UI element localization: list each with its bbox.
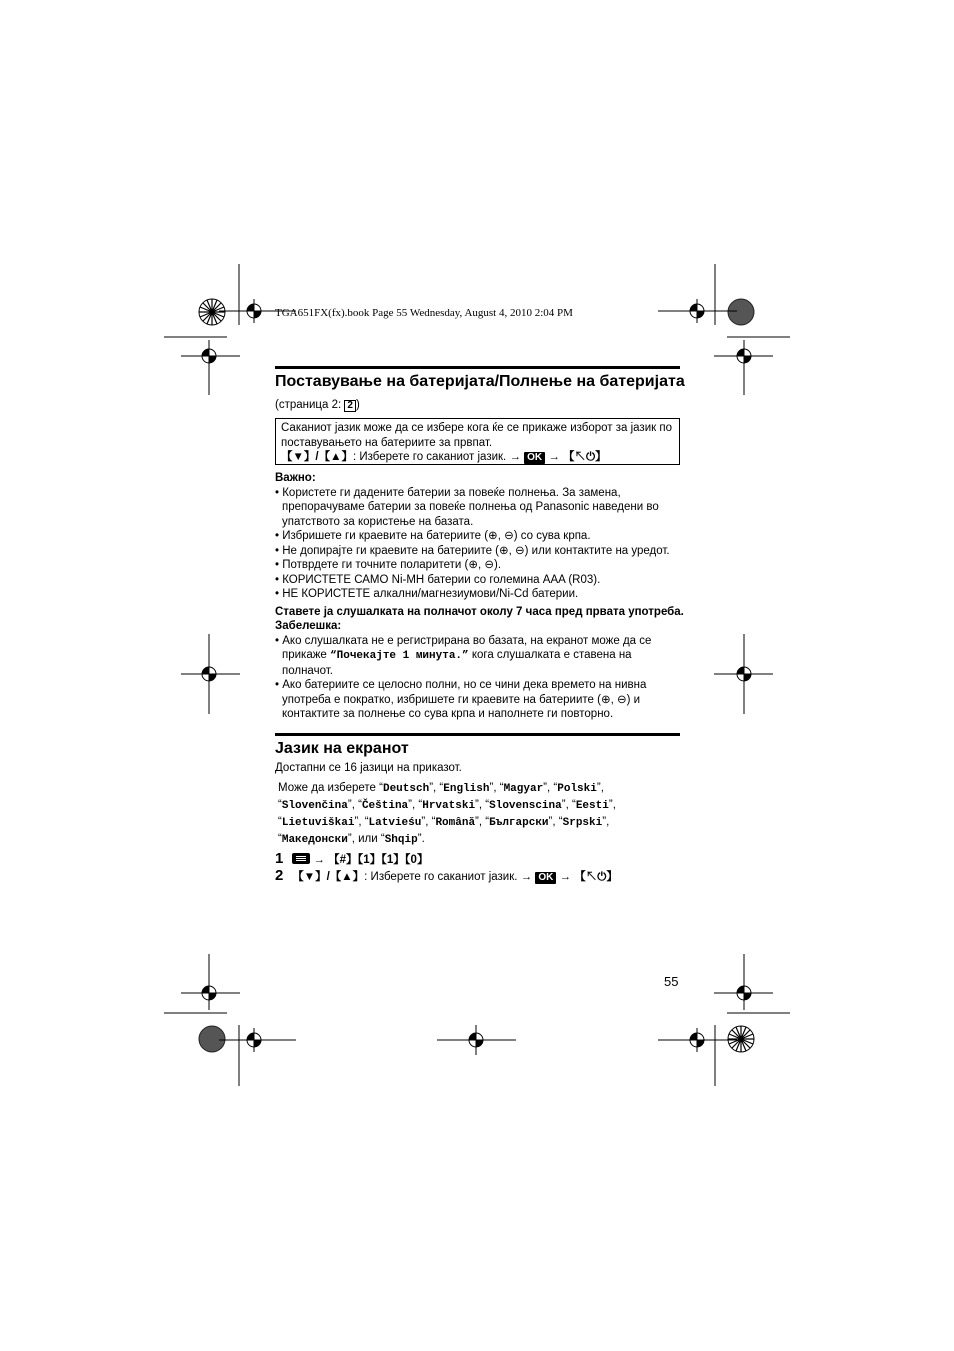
- section-title-battery: Поставување на батеријата/Полнење на батеријата: [275, 373, 685, 390]
- step1-keys: 【#】【1】【1】【0】: [328, 854, 429, 866]
- important-item: • Не допирајте ги краевите на батериите (⊕, ⊖) или контактите на уредот.: [275, 544, 670, 557]
- language-option: “English”: [439, 782, 494, 795]
- important-item: • Користете ги дадените батерии за повеќе полнења. За замена, препорачуваме батерии за повеќе полнења од Panasonic наведени во упатството за користење на базата.: [275, 486, 659, 528]
- step-number: 2: [275, 867, 284, 884]
- note-label: Забелешка:: [275, 620, 342, 632]
- page-number: 55: [664, 974, 679, 989]
- language-option: “Shqip”: [380, 833, 422, 846]
- language-option: “Lietuviškai”: [278, 816, 359, 829]
- language-info-box: [275, 418, 680, 465]
- ok-key-icon: OK: [535, 872, 556, 884]
- section-title-language: Јазик на екранот: [275, 740, 409, 757]
- language-option: “Slovenčina”: [278, 799, 352, 812]
- language-option: “Македонски”: [278, 833, 352, 846]
- box-line-1: Саканиот јазик може да се избере кога ќе се прикаже изборот за јазик по: [281, 422, 672, 434]
- language-option: “Slovenscina”: [485, 799, 566, 812]
- important-list: [275, 471, 685, 722]
- language-option: “Magyar”: [499, 782, 548, 795]
- language-option: “Srpski”: [558, 816, 607, 829]
- note-item: • Ако слушалката не е регистрирана во базата, на екранот може да се прикаже “Почекајте 1 минута.” кога слушалката е ставена на полначот.: [275, 634, 652, 677]
- wait-message: “Почекајте 1 минута.”: [330, 650, 469, 662]
- ok-key-icon: OK: [524, 452, 545, 464]
- select-language-text: : Изберете го саканиот јазик.: [352, 451, 507, 463]
- book-info-line: TGA651FX(fx).book Page 55 Wednesday, August 4, 2010 2:04 PM: [275, 307, 573, 319]
- section-rule: [275, 733, 680, 736]
- end-key-icon: 【↖⏻】: [563, 451, 607, 463]
- step-number: 1: [275, 850, 284, 867]
- important-item: • Потврдете ги точните поларитети (⊕, ⊖).: [275, 559, 502, 571]
- box-line-3: [281, 450, 674, 465]
- end-key-icon: 【↖⏻】: [574, 871, 618, 883]
- page-ref-prefix: (страница 2:: [275, 399, 345, 411]
- arrow-icon: →: [556, 871, 575, 883]
- language-option: “Български”: [485, 816, 553, 829]
- arrow-icon: →: [545, 451, 564, 463]
- note-item: • Ако батериите се целосно полни, но се чини дека времето на нивна употреба е пократко, избришете ги краевите на батериите (⊕, ⊖) и контактите за полнење со сува крпа и наполнете ги повторно.: [275, 679, 647, 720]
- page-ref-number: 2: [344, 400, 356, 412]
- menu-key-icon: [292, 853, 310, 864]
- step-2: [275, 867, 618, 884]
- up-down-keys: 【▼】/【▲】: [281, 451, 353, 463]
- page-reference: [275, 398, 360, 413]
- or-word: или: [354, 833, 381, 845]
- language-option: “Deutsch”: [379, 782, 434, 795]
- important-label: Важно:: [275, 472, 316, 484]
- charge-note: Ставете ја слушалката на полначот околу 7 часа пред првата употреба.: [275, 605, 684, 618]
- arrow-icon: →: [520, 871, 536, 883]
- language-option: “Čeština”: [358, 799, 412, 812]
- section-rule: [275, 366, 680, 369]
- select-language-text: : Изберете го саканиот јазик.: [364, 871, 518, 883]
- important-item: • КОРИСТЕТЕ САМО Ni-MH батерии со големина AAA (R03).: [275, 573, 601, 586]
- arrow-icon: →: [509, 451, 525, 463]
- language-option: “Eesti”: [571, 799, 613, 812]
- language-option: “Latvieśu”: [364, 816, 426, 829]
- important-item: • НЕ КОРИСТЕТЕ алкални/магнезиумови/Ni-Cd батерии.: [275, 588, 579, 600]
- language-option: “Hrvatski”: [418, 799, 479, 812]
- language-list: Може да изберете “Deutsch”, “English”, “Magyar”, “Polski”, “Slovenčina”, “Čeština”, “Hrvatski”, “Slovenscina”, “Eesti”, “Lietuviškai”, “Latvieśu”, “Română”, “Български”, “Srpski”, “Македонски”, или “Shqip”.: [278, 782, 616, 846]
- page-ref-suffix: ): [355, 399, 360, 411]
- language-option: “Română”: [431, 816, 479, 829]
- step-1: [275, 850, 428, 867]
- important-item: • Избришете ги краевите на батериите (⊕, ⊖) со сува крпа.: [275, 530, 591, 542]
- language-count-text: Достапни се 16 јазици на приказот.: [275, 762, 462, 774]
- choose-prefix: Може да изберете: [278, 782, 380, 794]
- box-line-2: поставувањето на батериите за првпат.: [281, 436, 493, 449]
- arrow-icon: →: [313, 854, 329, 866]
- up-down-keys: 【▼】/【▲】: [292, 871, 365, 883]
- language-option: “Polski”: [553, 782, 601, 795]
